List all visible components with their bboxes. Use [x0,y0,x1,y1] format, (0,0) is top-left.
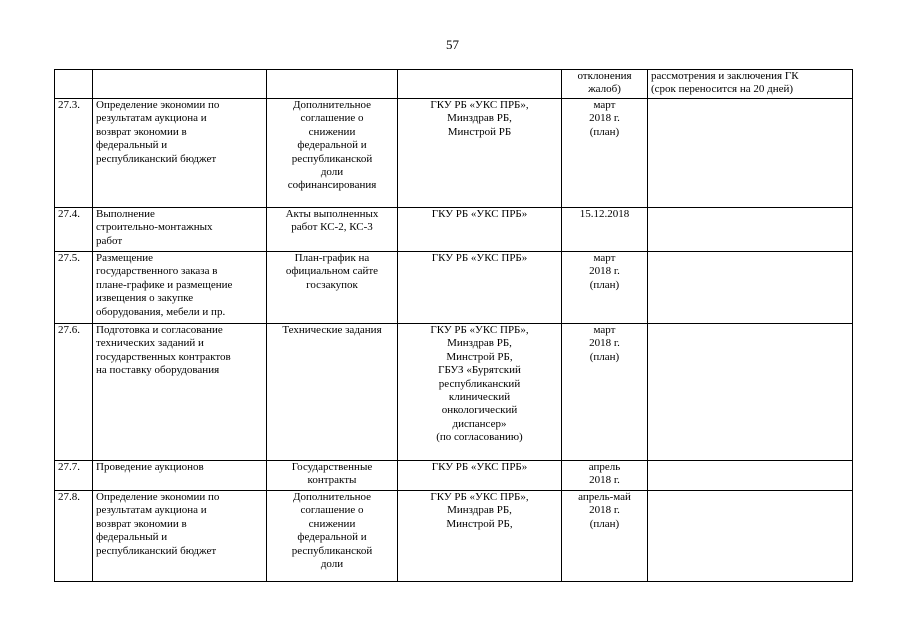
event-cell [93,70,267,99]
table-row [55,461,853,491]
table-row [55,324,853,461]
responsible-cell: ГКУ РБ «УКС ПРБ», Минздрав РБ, Минстрой РБ [398,99,562,208]
deadline-cell: апрель 2018 г. [562,461,648,491]
note-cell [648,99,853,208]
event-cell: Проведение аукционов [93,461,267,491]
note-cell [648,491,853,582]
result-cell: Дополнительное соглашение о снижении федеральной и республиканской доли софинансирования [267,99,398,208]
deadline-cell: март 2018 г. (план) [562,99,648,208]
responsible-cell: ГКУ РБ «УКС ПРБ» [398,461,562,491]
responsible-cell: ГКУ РБ «УКС ПРБ» [398,252,562,324]
deadline-cell: 15.12.2018 [562,208,648,252]
note-cell [648,324,853,461]
event-cell: Подготовка и согласование технических заданий и государственных контрактов на поставку оборудования [93,324,267,461]
note-cell [648,208,853,252]
row-number: 27.5. [55,252,93,324]
deadline-cell: апрель-май 2018 г. (план) [562,491,648,582]
responsible-cell [398,70,562,99]
event-cell: Определение экономии по результатам аукциона и возврат экономии в федеральный и республиканский бюджет [93,99,267,208]
row-number: 27.4. [55,208,93,252]
deadline-cell: март 2018 г. (план) [562,252,648,324]
result-cell [267,70,398,99]
deadline-cell: отклонения жалоб) [562,70,648,99]
note-cell [648,252,853,324]
row-number: 27.7. [55,461,93,491]
result-cell: Акты выполненных работ КС-2, КС-3 [267,208,398,252]
note-cell: рассмотрения и заключения ГК (срок переносится на 20 дней) [648,70,853,99]
table-row [55,252,853,324]
table-row-continuation [55,70,853,99]
note-cell [648,461,853,491]
responsible-cell: ГКУ РБ «УКС ПРБ» [398,208,562,252]
plan-table [54,69,853,582]
result-cell: Дополнительное соглашение о снижении федеральной и республиканской доли [267,491,398,582]
event-cell: Размещение государственного заказа в плане-графике и размещение извещения о закупке оборудования, мебели и пр. [93,252,267,324]
row-number: 27.6. [55,324,93,461]
responsible-cell: ГКУ РБ «УКС ПРБ», Минздрав РБ, Минстрой РБ, [398,491,562,582]
row-number: 27.3. [55,99,93,208]
deadline-cell: март 2018 г. (план) [562,324,648,461]
table-row [55,208,853,252]
page-number: 57 [446,37,459,52]
table-row [55,491,853,582]
result-cell: Технические задания [267,324,398,461]
event-cell: Определение экономии по результатам аукциона и возврат экономии в федеральный и республиканский бюджет [93,491,267,582]
num-cell [55,70,93,99]
row-number: 27.8. [55,491,93,582]
result-cell: Государственные контракты [267,461,398,491]
event-cell: Выполнение строительно-монтажных работ [93,208,267,252]
result-cell: План-график на официальном сайте госзакупок [267,252,398,324]
table-row [55,99,853,208]
responsible-cell: ГКУ РБ «УКС ПРБ», Минздрав РБ, Минстрой РБ, ГБУЗ «Бурятский республиканский клинический онкологический диспансер» (по согласованию) [398,324,562,461]
